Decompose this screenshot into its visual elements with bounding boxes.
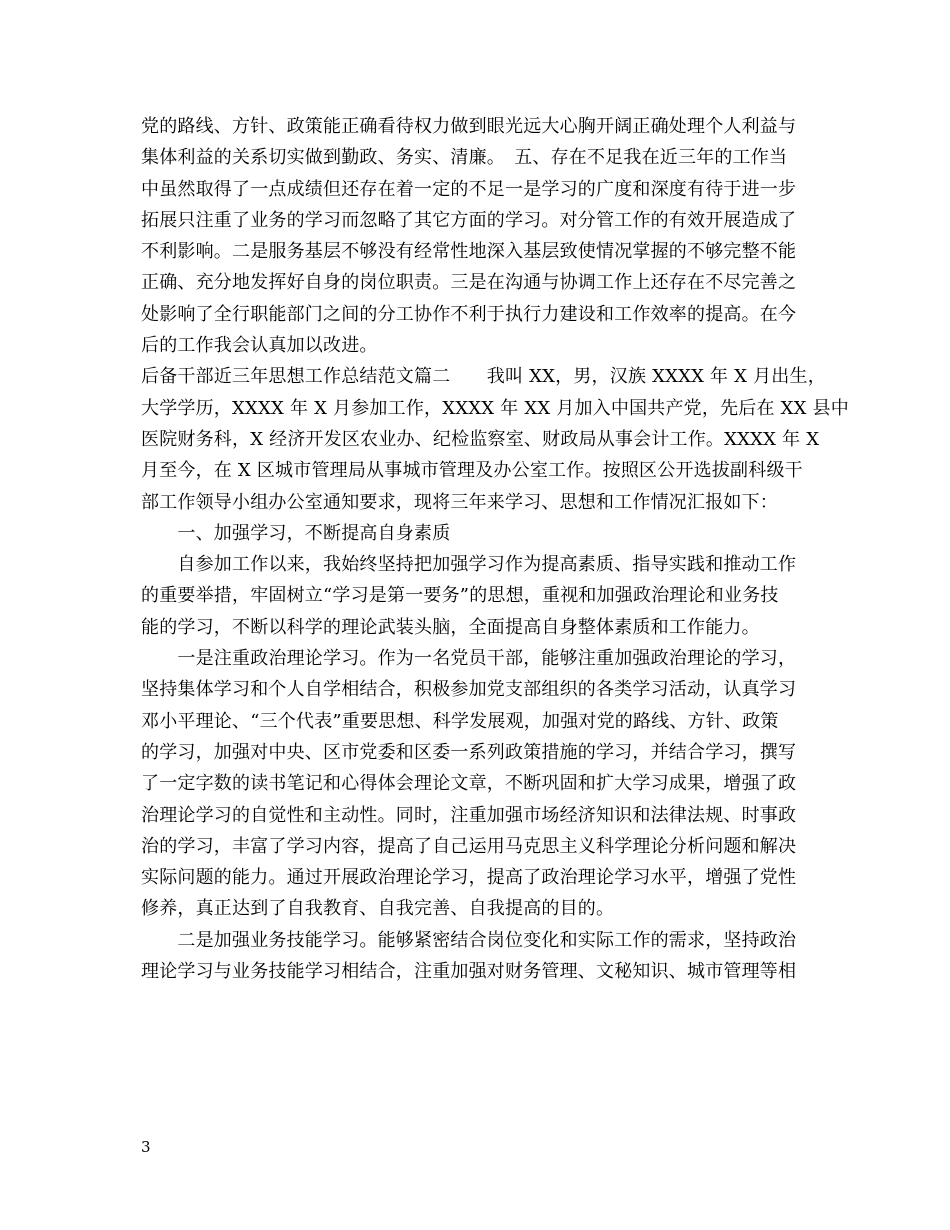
text-line: 坚持集体学习和个人自学相结合，积极参加党支部组织的各类学习活动，认真学习	[141, 679, 797, 701]
text-line: 后的工作我会认真加以改进。	[141, 335, 378, 357]
text-line: 月至今，在 X 区城市管理局从事城市管理及办公室工作。按照区公开选拔副科级干	[141, 460, 803, 482]
text-line: 部工作领导小组办公室通知要求，现将三年来学习、思想和工作情况汇报如下：	[141, 491, 778, 513]
text-line: 能的学习，不断以科学的理论武装头脑，全面提高自身整体素质和工作能力。	[141, 616, 760, 638]
text-line: 一是注重政治理论学习。作为一名党员干部，能够注重加强政治理论的学习，	[141, 648, 797, 670]
text-line: 实际问题的能力。通过开展政治理论学习，提高了政治理论学习水平，增强了党性	[141, 867, 797, 889]
text-line: 正确、充分地发挥好自身的岗位职责。三是在沟通与协调工作上还存在不尽完善之	[141, 272, 797, 294]
text-line: 治理论学习的自觉性和主动性。同时，注重加强市场经济知识和法律法规、时事政	[141, 804, 797, 826]
text-line: 自参加工作以来，我始终坚持把加强学习作为提高素质、指导实践和推动工作	[141, 554, 797, 576]
text-line: 了一定字数的读书笔记和心得体会理论文章，不断巩固和扩大学习成果，增强了政	[141, 773, 797, 795]
text-line: 的学习，加强对中央、区市党委和区委一系列政策措施的学习，并结合学习，撰写	[141, 741, 797, 763]
text-line: 修养，真正达到了自我教育、自我完善、自我提高的目的。	[141, 898, 615, 920]
text-line: 邓小平理论、“三个代表”重要思想、科学发展观，加强对党的路线、方针、政策	[141, 710, 779, 732]
page-number: 3	[141, 1138, 151, 1156]
text-line: 不利影响。二是服务基层不够没有经常性地深入基层致使情况掌握的不够完整不能	[141, 241, 797, 263]
body-text	[141, 111, 849, 987]
text-line: 党的路线、方针、政策能正确看待权力做到眼光远大心胸开阔正确处理个人利益与	[141, 116, 797, 137]
text-line: 后备干部近三年思想工作总结范文篇二 我叫 XX，男，汉族 XXXX 年 X 月出生，	[141, 366, 826, 388]
text-line: 二是加强业务技能学习。能够紧密结合岗位变化和实际工作的需求，坚持政治	[141, 929, 797, 951]
text-line: 的重要举措，牢固树立“学习是第一要务”的思想，重视和加强政治理论和业务技	[141, 585, 779, 607]
text-line: 医院财务科，X 经济开发区农业办、纪检监察室、财政局从事会计工作。XXXX 年 X	[141, 428, 820, 450]
text-line: 中虽然取得了一点成绩但还存在着一定的不足一是学习的广度和深度有待于进一步	[141, 178, 797, 200]
text-line: 处影响了全行职能部门之间的分工协作不利于执行力建设和工作效率的提高。在今	[141, 303, 797, 325]
text-line: 大学学历，XXXX 年 X 月参加工作，XXXX 年 XX 月加入中国共产党，先后在 XX 县中	[141, 397, 849, 419]
text-line: 拓展只注重了业务的学习而忽略了其它方面的学习。对分管工作的有效开展造成了	[141, 209, 797, 231]
text-line: 治的学习，丰富了学习内容，提高了自己运用马克思主义科学理论分析问题和解决	[141, 835, 797, 857]
text-line: 集体利益的关系切实做到勤政、务实、清廉。 五、存在不足我在近三年的工作当	[141, 147, 788, 169]
section-heading: 一、加强学习，不断提高自身素质	[141, 522, 451, 544]
text-line: 理论学习与业务技能学习相结合，注重加强对财务管理、文秘知识、城市管理等相	[141, 961, 797, 983]
